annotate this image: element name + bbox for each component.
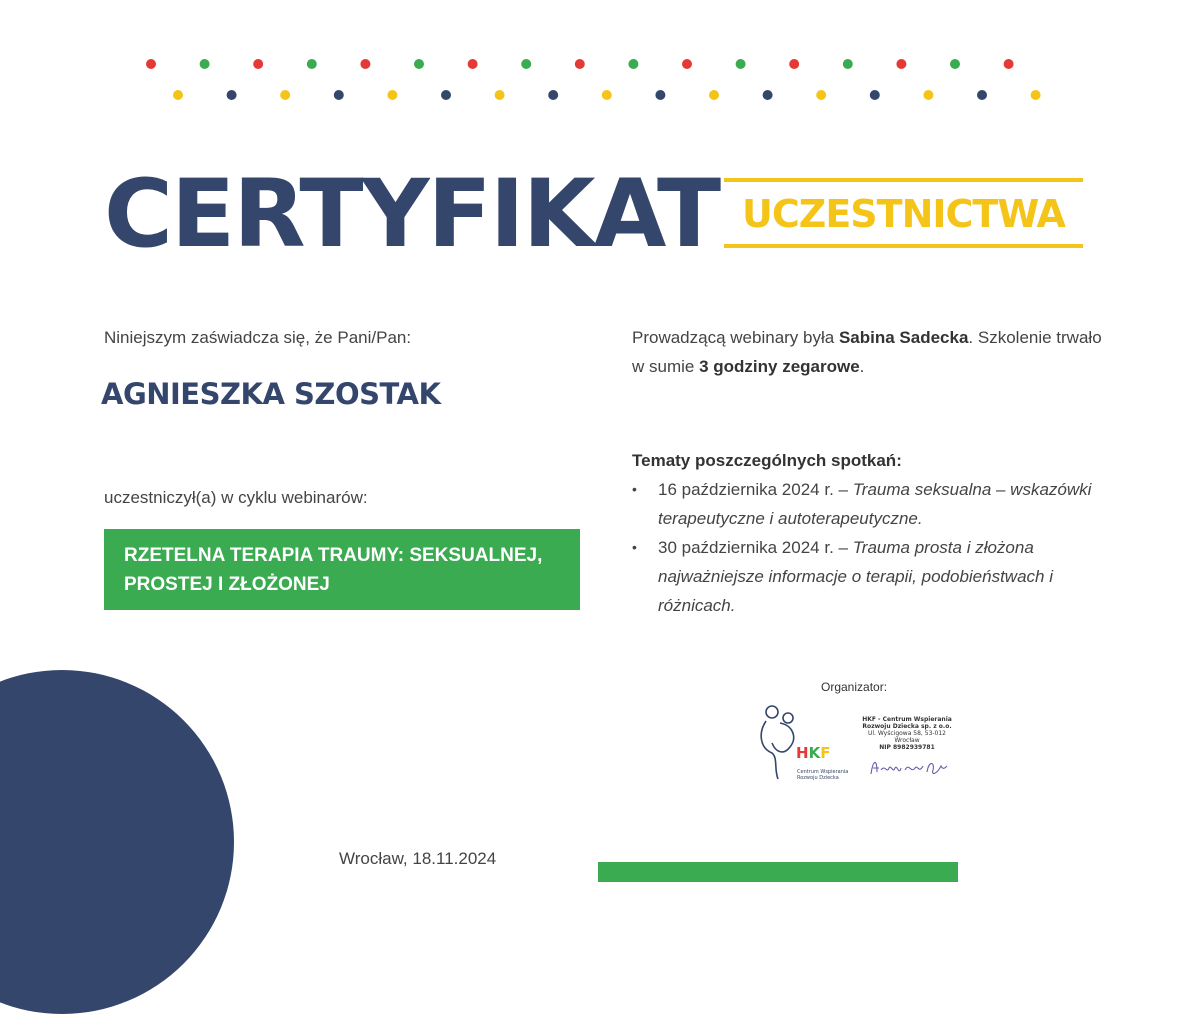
company-stamp bbox=[862, 716, 952, 751]
dot bbox=[950, 59, 960, 69]
stamp-line: NIP 8982939781 bbox=[879, 744, 935, 751]
dot bbox=[414, 59, 424, 69]
dot bbox=[736, 59, 746, 69]
dot bbox=[360, 59, 370, 69]
training-duration: 3 godziny zegarowe bbox=[699, 357, 860, 376]
organizer-label: Organizator: bbox=[821, 680, 888, 694]
dots-row-bottom bbox=[173, 90, 1041, 100]
list-item bbox=[632, 475, 1102, 533]
dot bbox=[789, 59, 799, 69]
topics-list bbox=[632, 475, 1102, 620]
dot bbox=[548, 90, 558, 100]
certificate-subtitle: UCZESTNICTWA bbox=[742, 192, 1065, 236]
topics-title: Tematy poszczególnych spotkań: bbox=[632, 451, 902, 470]
dot bbox=[521, 59, 531, 69]
dot bbox=[495, 90, 505, 100]
logo-caption-1: Centrum Wspierania bbox=[797, 769, 849, 775]
instructor-paragraph bbox=[632, 323, 1102, 381]
dot bbox=[628, 59, 638, 69]
course-title-line-2: PROSTEJ I ZŁOŻONEJ bbox=[124, 574, 330, 595]
topic-date: 16 października 2024 r. – bbox=[658, 480, 853, 499]
duration-suffix: . bbox=[859, 357, 865, 376]
dot bbox=[146, 59, 156, 69]
signature-icon bbox=[867, 752, 951, 782]
decorative-circle bbox=[0, 670, 234, 1014]
dot bbox=[977, 90, 987, 100]
dot bbox=[280, 90, 290, 100]
instructor-prefix: Prowadzącą webinary była bbox=[632, 328, 839, 347]
dot bbox=[655, 90, 665, 100]
course-title-box bbox=[104, 529, 580, 610]
dot bbox=[1031, 90, 1041, 100]
certificate-title: CERTYFIKAT bbox=[104, 160, 720, 269]
dot bbox=[200, 59, 210, 69]
dot bbox=[816, 90, 826, 100]
dot bbox=[1004, 59, 1014, 69]
dot bbox=[709, 90, 719, 100]
dot bbox=[602, 90, 612, 100]
place-and-date: Wrocław, 18.11.2024 bbox=[339, 849, 497, 868]
subtitle-frame bbox=[724, 178, 1083, 248]
dot bbox=[763, 90, 773, 100]
topic-title: Trauma prosta i złożona najważniejsze informacje o terapii, podobieństwach i różnicach. bbox=[658, 538, 1053, 615]
instructor-suffix: . Szkolenie trwało w sumie bbox=[632, 328, 1102, 376]
topic-title: Trauma seksualna – wskazówki terapeutyczne i autoterapeutyczne. bbox=[658, 480, 1092, 528]
dot bbox=[387, 90, 397, 100]
dot bbox=[173, 90, 183, 100]
dot bbox=[682, 59, 692, 69]
stamp-line: Ul. Wyścigowa 58, 53-012 Wrocław bbox=[867, 730, 946, 744]
stamp-line: HKF - Centrum Wspierania bbox=[862, 716, 952, 723]
dot bbox=[896, 59, 906, 69]
dot bbox=[923, 90, 933, 100]
topic-date: 30 października 2024 r. – bbox=[658, 538, 853, 557]
stamp-line: Rozwoju Dziecka sp. z o.o. bbox=[862, 723, 952, 730]
dot bbox=[307, 59, 317, 69]
dot bbox=[227, 90, 237, 100]
decorative-green-bar bbox=[598, 862, 958, 882]
logo-caption-2: Rozwoju Dziecka bbox=[797, 775, 839, 781]
topics-section bbox=[632, 446, 1102, 620]
dot bbox=[253, 59, 263, 69]
decorative-dots bbox=[0, 0, 1184, 110]
dot bbox=[870, 90, 880, 100]
hkf-logo-icon bbox=[758, 703, 850, 783]
participation-text: uczestniczył(a) w cyklu webinarów: bbox=[104, 488, 368, 507]
intro-text: Niniejszym zaświadcza się, że Pani/Pan: bbox=[104, 328, 412, 347]
dot bbox=[334, 90, 344, 100]
instructor-name: Sabina Sadecka bbox=[838, 328, 969, 347]
dot bbox=[468, 59, 478, 69]
logo-text: HKF bbox=[796, 744, 831, 762]
dots-row-top bbox=[146, 59, 1014, 69]
dot bbox=[575, 59, 585, 69]
dot bbox=[441, 90, 451, 100]
course-title-line-1: RZETELNA TERAPIA TRAUMY: SEKSUALNEJ, bbox=[124, 545, 543, 566]
list-item bbox=[632, 533, 1102, 620]
dot bbox=[843, 59, 853, 69]
participant-name: AGNIESZKA SZOSTAK bbox=[101, 377, 441, 411]
